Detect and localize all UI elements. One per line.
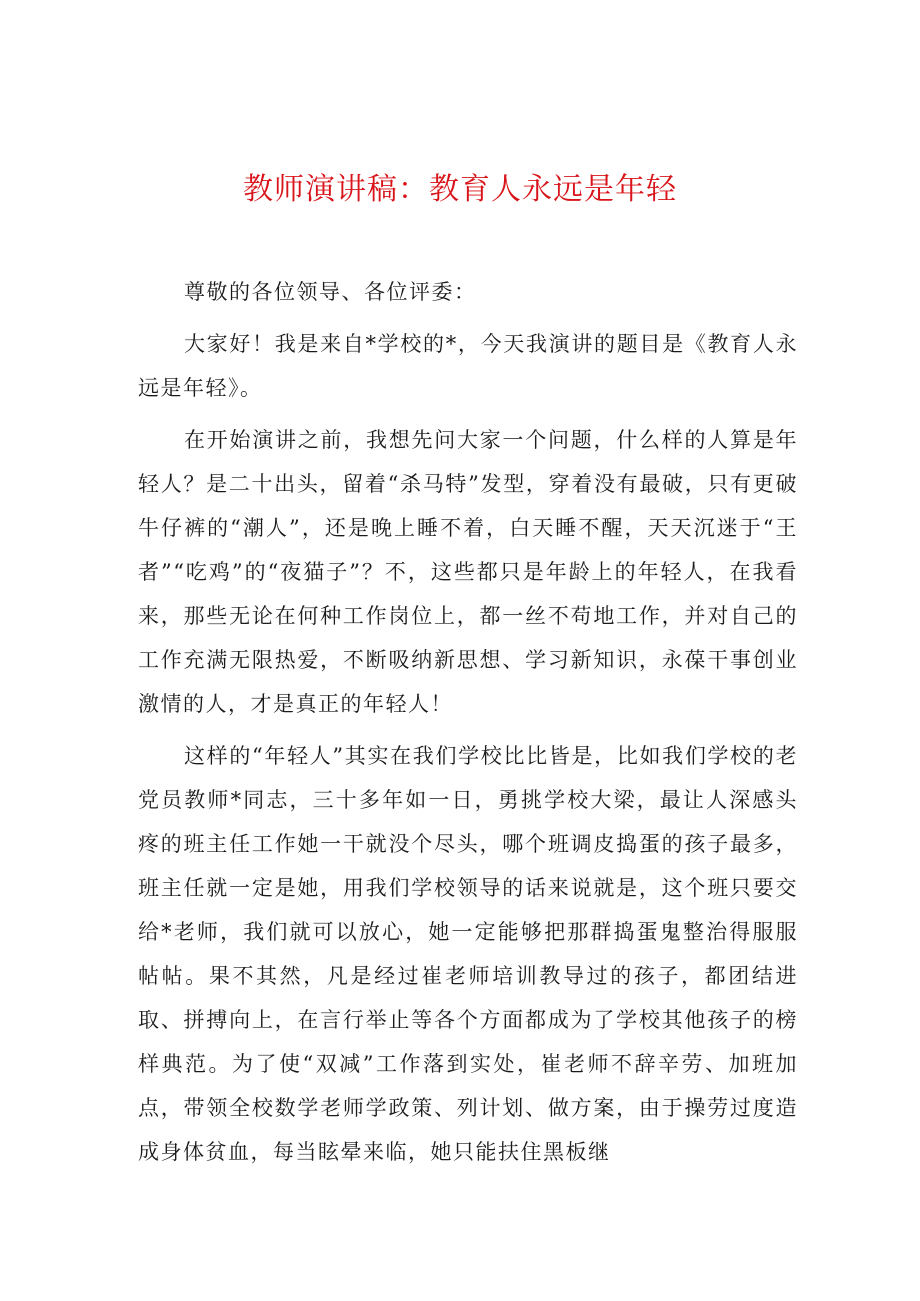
- paragraph-example: 这样的“年轻人”其实在我们学校比比皆是，比如我们学校的老党员教师*同志，三十多年如一日，勇挑学校大梁，最让人深感头疼的班主任工作她一干就没个尽头，哪个班调皮捣蛋的孩子最多，班主任就一定是她，用我们学校领导的话来说就是，这个班只要交给*老师，我们就可以放心，她一定能够把那群捣蛋鬼整治得服服帖帖。果不其然，凡是经过崔老师培训教导过的孩子，都团结进取、拼搏向上，在言行举止等各个方面都成为了学校其他孩子的榜样典范。为了使“双减”工作落到实处，崔老师不辞辛劳、加班加点，带领全校数学老师学政策、列计划、做方案，由于操劳过度造成身体贫血，每当眩晕来临，她只能扶住黑板继: [138, 744, 798, 1164]
- paragraph-question: 在开始演讲之前，我想先问大家一个问题，什么样的人算是年轻人？是二十出头，留着“杀马特”发型，穿着没有最破，只有更破牛仔裤的“潮人”，还是晚上睡不着，白天睡不醒，天天沉迷于“王者”“吃鸡”的“夜猫子”？不，这些都只是年龄上的年轻人，在我看来，那些无论在何种工作岗位上，都一丝不苟地工作，并对自己的工作充满无限热爱，不断吸纳新思想、学习新知识，永葆干事创业激情的人，才是真正的年轻人！: [138, 428, 798, 716]
- document-body: [138, 270, 798, 1182]
- document-title: 教师演讲稿：教育人永远是年轻: [243, 172, 677, 207]
- paragraph-introduction: 大家好！我是来自*学校的*，今天我演讲的题目是《教育人永远是年轻》。: [138, 332, 798, 400]
- paragraph-salutation: 尊敬的各位领导、各位评委：: [184, 280, 477, 304]
